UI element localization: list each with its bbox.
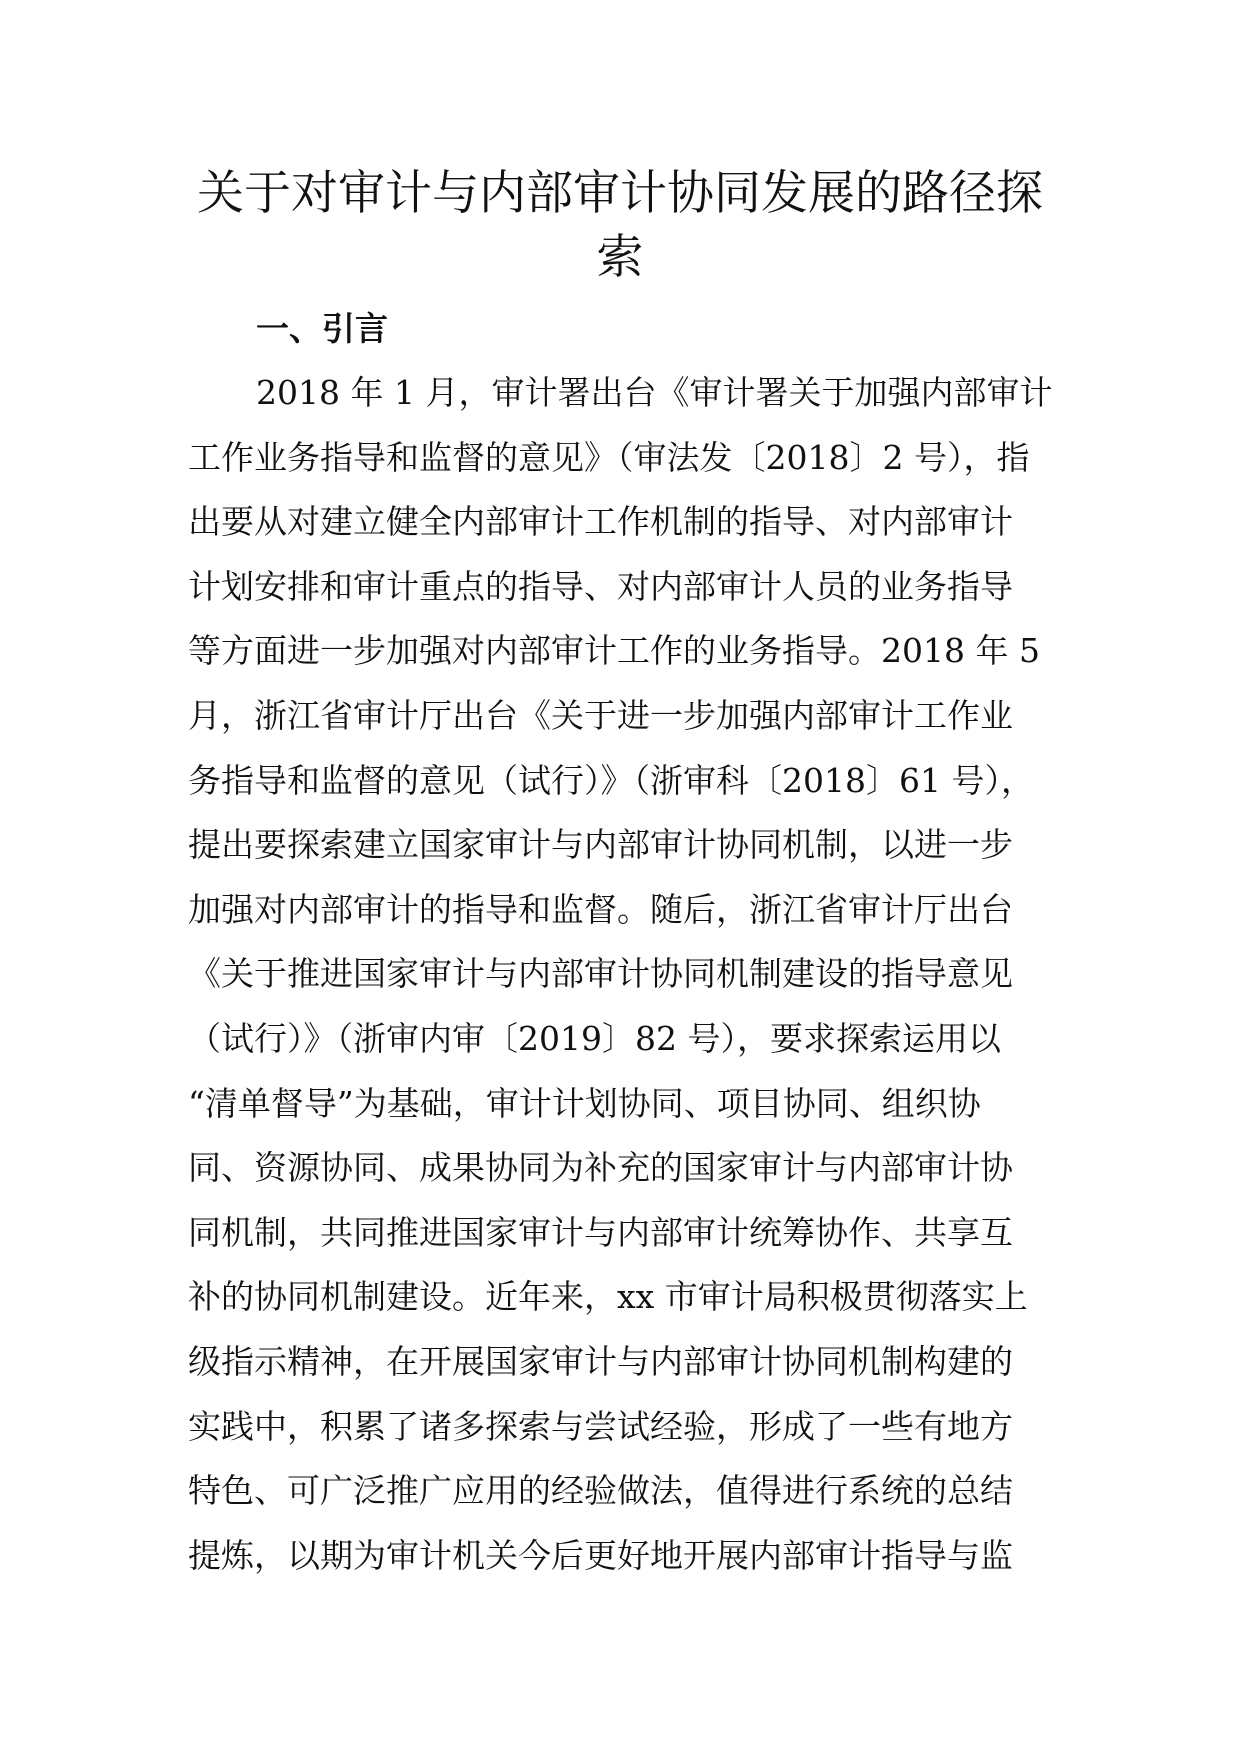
paragraph-line: 工作业务指导和监督的意见》（审法发〔2018〕2 号），指 <box>188 437 1030 477</box>
paragraph-line: 实践中，积累了诸多探索与尝试经验，形成了一些有地方 <box>188 1406 1013 1446</box>
section-heading: 一、引言 <box>256 309 388 348</box>
paragraph-line: 提炼，以期为审计机关今后更好地开展内部审计指导与监 <box>188 1535 1013 1575</box>
title-line-1: 关于对审计与内部审计协同发展的路径探 <box>197 166 1043 221</box>
paragraph-line: 加强对内部审计的指导和监督。随后，浙江省审计厅出台 <box>188 889 1013 929</box>
paragraph-line: 月，浙江省审计厅出台《关于进一步加强内部审计工作业 <box>188 695 1013 735</box>
paragraph-line: 特色、可广泛推广应用的经验做法，值得进行系统的总结 <box>188 1471 1013 1511</box>
paragraph-line: 级指示精神，在开展国家审计与内部审计协同机制构建的 <box>188 1341 1013 1381</box>
paragraph-line: 同、资源协同、成果协同为补充的国家审计与内部审计协 <box>188 1148 1013 1188</box>
paragraph-line: 《关于推进国家审计与内部审计协同机制建设的指导意见 <box>188 954 1013 994</box>
paragraph-line: 同机制，共同推进国家审计与内部审计统筹协作、共享互 <box>188 1212 1013 1252</box>
paragraph-line: 等方面进一步加强对内部审计工作的业务指导。2018 年 5 <box>188 631 1040 671</box>
paragraph-line: （试行）》（浙审内审〔2019〕82 号），要求探索运用以 <box>188 1018 1001 1058</box>
paragraph-line: “清单督导”为基础，审计计划协同、项目协同、组织协 <box>188 1083 981 1123</box>
paragraph-line: 提出要探索建立国家审计与内部审计协同机制，以进一步 <box>188 825 1013 865</box>
title-line-2: 索 <box>596 230 644 285</box>
paragraph-line: 2018 年 1 月，审计署出台《审计署关于加强内部审计 <box>256 373 1053 412</box>
intro-paragraph <box>188 361 1088 1588</box>
paragraph-line: 补的协同机制建设。近年来，xx 市审计局积极贯彻落实上 <box>188 1277 1028 1317</box>
paragraph-line: 出要从对建立健全内部审计工作机制的指导、对内部审计 <box>188 502 1013 542</box>
document-title <box>150 162 1090 290</box>
paragraph-line: 务指导和监督的意见（试行）》（浙审科〔2018〕61 号）， <box>188 760 1034 800</box>
paragraph-line: 计划安排和审计重点的指导、对内部审计人员的业务指导 <box>188 566 1013 606</box>
